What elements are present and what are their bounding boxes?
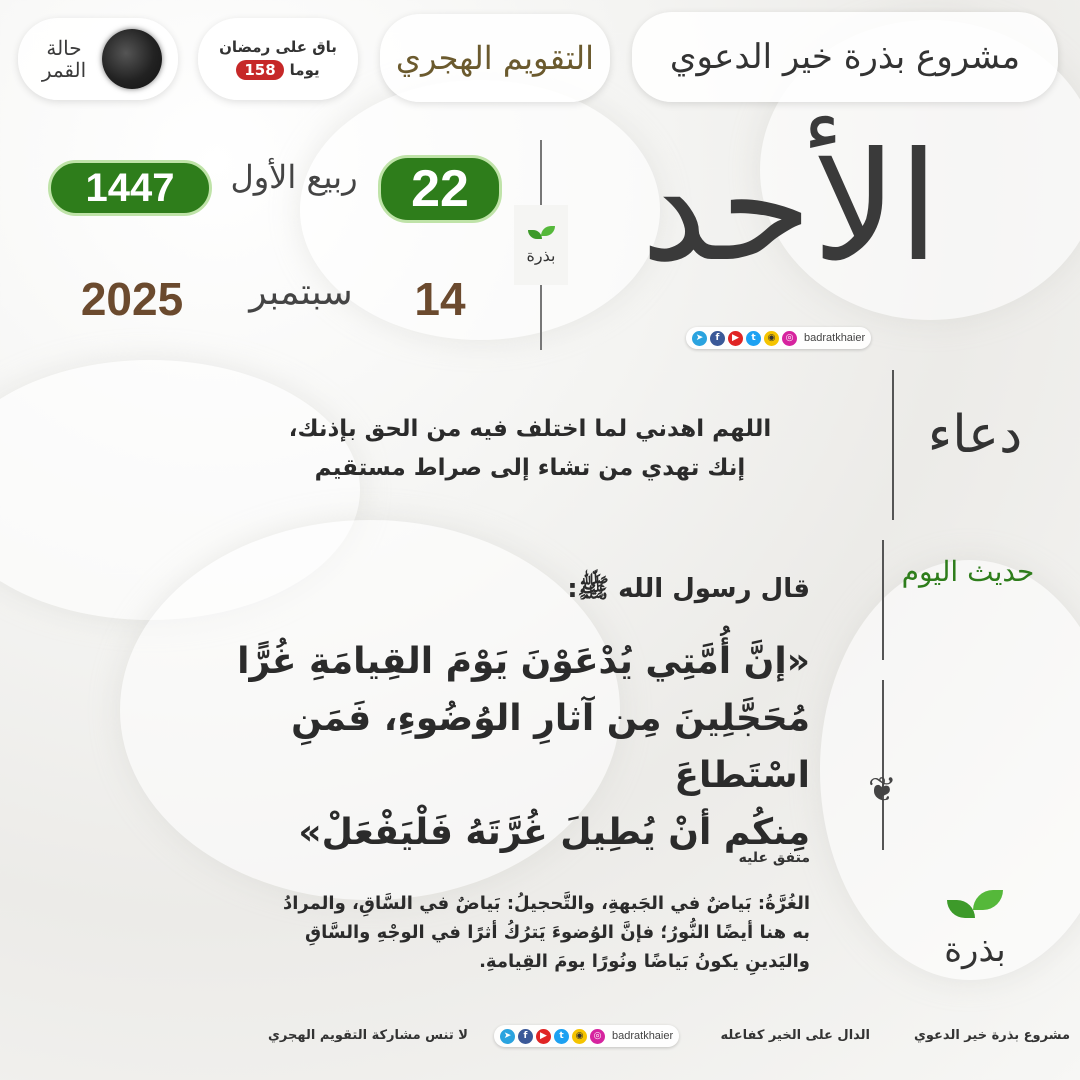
calendar-title: التقويم الهجري	[395, 39, 595, 77]
hadith-line-1: «إنَّ أُمَّتِي يُدْعَوْنَ يَوْمَ القِيامَةِ غُرًّا	[237, 641, 810, 682]
explanation-line-2: به هنا أيضًا النُّورُ؛ فإنَّ الوُضوءَ يَترُكُ أثرًا في الوجْهِ والسَّاقِ	[305, 921, 810, 943]
youtube-icon[interactable]: ▶	[728, 331, 743, 346]
hadith-label: حديث اليوم	[901, 555, 1035, 588]
hadith-line-3: مِنكُم أنْ يُطِيلَ غُرَّتَهُ فَلْيَفْعَلْ»	[298, 811, 810, 853]
greg-month: سبتمبر	[249, 272, 353, 313]
logo-text: بذرة	[944, 930, 1006, 970]
ramadan-unit: يوما	[289, 61, 320, 79]
sprout-logo-icon	[945, 890, 1005, 926]
brand-mark-text: بذرة	[526, 245, 556, 265]
dua-divider	[892, 370, 894, 520]
hadith-source: متفق عليه	[738, 850, 810, 866]
weekday: الأحد	[640, 121, 940, 295]
social-handle-top[interactable]: badratkhaier	[804, 332, 866, 344]
dua-text	[250, 410, 810, 488]
hadith-line-2: مُحَجَّلِينَ مِن آثارِ الوُضُوءِ، فَمَنِ اسْتَطاعَ	[291, 697, 810, 796]
social-bar-bottom	[494, 1025, 679, 1047]
dua-label: دعاء	[927, 405, 1023, 465]
hijri-day: 22	[378, 155, 502, 223]
ornament-line	[882, 680, 884, 850]
instagram-icon[interactable]: ◎	[782, 331, 797, 346]
social-bar-top	[686, 327, 871, 349]
hadith-text	[190, 634, 810, 862]
ramadan-label: باق على رمضان	[219, 38, 337, 56]
facebook-icon[interactable]: f	[518, 1029, 533, 1044]
calendar-title-panel	[380, 14, 610, 102]
moon-label: حالة القمر	[41, 36, 87, 82]
hijri-year: 1447	[48, 160, 212, 216]
footer-motto: الدال على الخير كفاعله	[720, 1028, 870, 1043]
dua-line-1: اللهم اهدني لما اختلف فيه من الحق بإذنك،	[288, 416, 772, 442]
moon-status-panel	[18, 18, 178, 100]
hadith-intro: قال رسول الله ﷺ:	[567, 574, 810, 604]
greg-day: 14	[414, 273, 466, 325]
snapchat-icon[interactable]: ◉	[764, 331, 779, 346]
telegram-icon[interactable]: ➤	[500, 1029, 515, 1044]
dua-line-2: إنك تهدي من تشاء إلى صراط مستقيم	[314, 455, 746, 482]
twitter-icon[interactable]: t	[554, 1029, 569, 1044]
ramadan-countdown	[198, 18, 358, 100]
ornament-icon: ❦	[868, 770, 897, 810]
twitter-icon[interactable]: t	[746, 331, 761, 346]
footer-project: مشروع بذرة خير الدعوي	[913, 1028, 1070, 1043]
moon-phase-icon	[102, 29, 162, 89]
badra-logo	[930, 890, 1020, 1000]
project-title-panel	[632, 12, 1058, 102]
ramadan-days-badge: 158	[236, 60, 283, 80]
social-handle-bottom[interactable]: badratkhaier	[612, 1030, 674, 1042]
telegram-icon[interactable]: ➤	[692, 331, 707, 346]
explanation-line-1: الغُرَّةُ: بَياضٌ في الجَبهةِ، والتَّحجيلُ: بَياضٌ في السَّاقِ، والمرادُ	[282, 893, 810, 914]
greg-year: 2025	[80, 273, 184, 325]
facebook-icon[interactable]: f	[710, 331, 725, 346]
hijri-month: ربيع الأول	[230, 158, 358, 196]
footer-share-note: لا تنس مشاركة التقويم الهجري	[268, 1028, 468, 1043]
sprout-icon	[526, 226, 556, 246]
brand-mark	[514, 205, 568, 285]
hadith-divider	[882, 540, 884, 660]
snapchat-icon[interactable]: ◉	[572, 1029, 587, 1044]
youtube-icon[interactable]: ▶	[536, 1029, 551, 1044]
instagram-icon[interactable]: ◎	[590, 1029, 605, 1044]
project-title: مشروع بذرة خير الدعوي	[669, 37, 1021, 77]
explanation-line-3: واليَدينِ يكونُ بَياضًا ونُورًا يومَ القِيامةِ.	[479, 950, 810, 972]
hadith-explanation	[190, 890, 810, 976]
